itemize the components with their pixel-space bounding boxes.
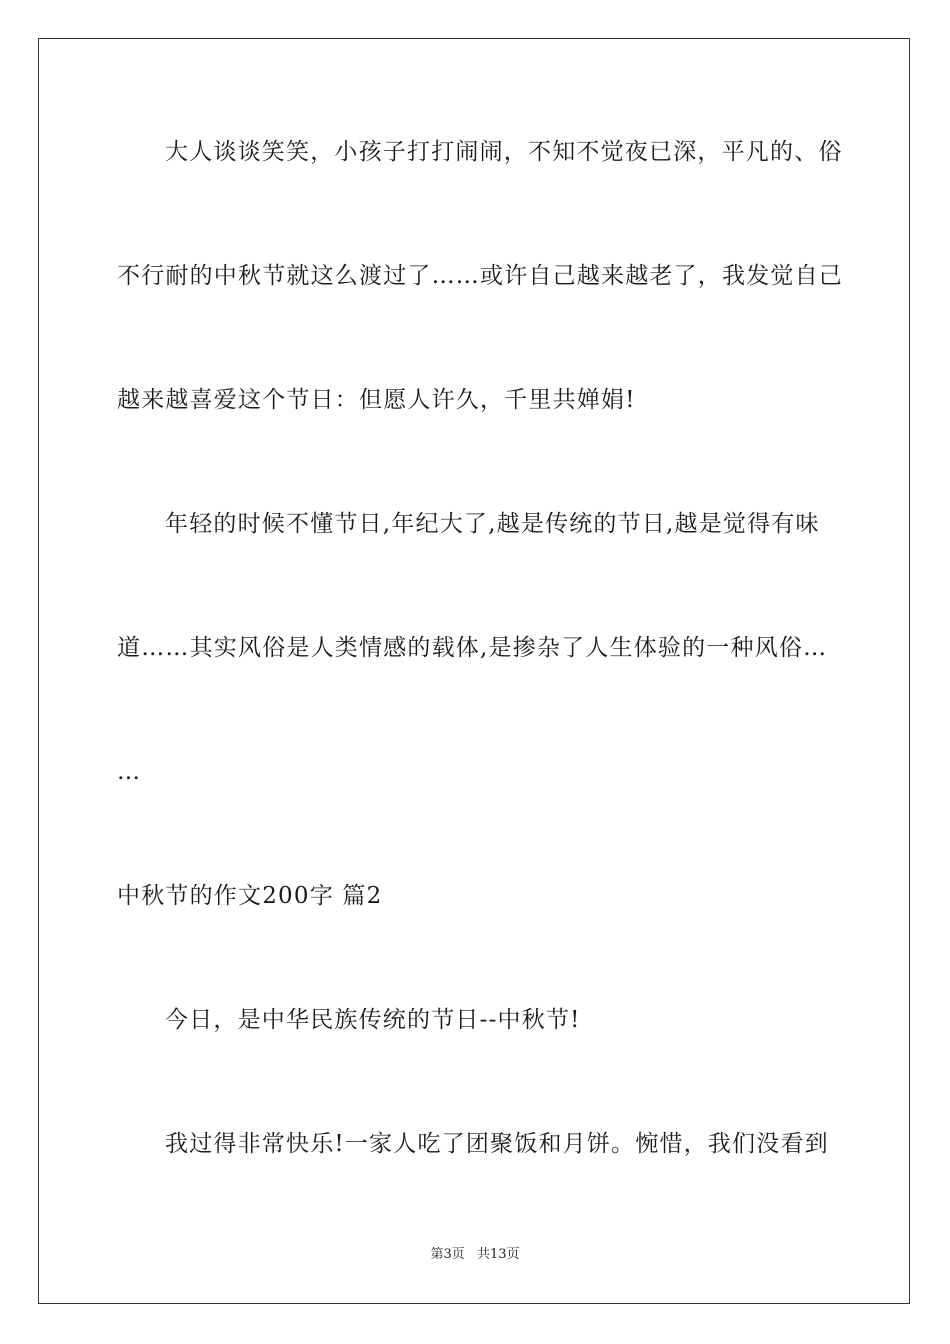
paragraph-2-line-3: … [117,759,142,785]
paragraph-4: 我过得非常快乐!一家人吃了团聚饭和月饼。惋惜，我们没看到 [165,1131,829,1157]
paragraph-1-line-2: 不行耐的中秋节就这么渡过了……或许自己越来越老了，我发觉自己 [117,263,843,289]
page-total: 共13页 [476,1247,520,1262]
paragraph-3: 今日，是中华民族传统的节日--中秋节! [165,1007,581,1033]
page-footer [0,1246,950,1264]
page-border [38,38,910,1304]
section-heading: 中秋节的作文200字 篇2 [117,883,383,909]
paragraph-2-line-1: 年轻的时候不懂节日,年纪大了,越是传统的节日,越是觉得有味 [165,511,820,537]
paragraph-1-line-1: 大人谈谈笑笑，小孩子打打闹闹，不知不觉夜已深，平凡的、俗 [165,139,843,165]
paragraph-1-line-3: 越来越喜爱这个节日：但愿人许久，千里共婵娟! [117,387,636,413]
page-number: 第3页 [430,1247,465,1262]
paragraph-2-line-2: 道……其实风俗是人类情感的载体,是掺杂了人生体验的一种风俗… [117,635,828,661]
